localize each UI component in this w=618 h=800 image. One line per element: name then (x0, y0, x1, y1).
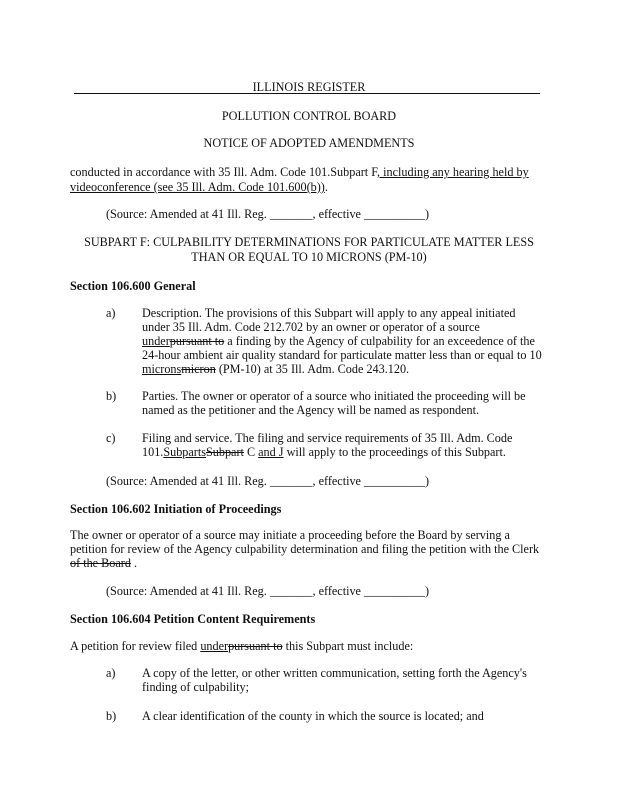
section-600-heading: Section 106.600 General (70, 279, 196, 293)
item-a-line-4: 24-hour ambient air quality standard for particulate matter less than or equal to 10 (142, 348, 542, 362)
section-602-line-1: The owner or operator of a source may initiate a proceeding before the Board by serving a (70, 528, 510, 542)
item-a-line-2: under 35 Ill. Adm. Code 212.702 by an owner or operator of a source (142, 320, 480, 334)
register-title: ILLINOIS REGISTER (252, 80, 366, 94)
section-604-heading: Section 106.604 Petition Content Requirements (70, 612, 316, 626)
section-602-line-2: petition for review of the Agency culpability determination and filing the petition with the Clerk (70, 542, 540, 556)
item-b-label: b) (106, 389, 117, 403)
item-a-line-3: underpursuant to a finding by the Agency of culpability for an exceedence of the (142, 334, 535, 348)
item-b-line-2: named as the petitioner and the Agency will be named as respondent. (142, 403, 480, 417)
intro-line-2: videoconference (see 35 Ill. Adm. Code 101.600(b)). (70, 180, 328, 194)
item-a-line-1: Description. The provisions of this Subpart will apply to any appeal initiated (142, 306, 516, 320)
item-604b-label: b) (106, 709, 117, 723)
item-604b-line-1: A clear identification of the county in which the source is located; and (142, 709, 484, 723)
item-604a-line-2: finding of culpability; (142, 680, 249, 694)
item-a-line-5: micronsmicron (PM-10) at 35 Ill. Adm. Code 243.120. (142, 362, 410, 376)
subpart-heading-line-1: SUBPART F: CULPABILITY DETERMINATIONS FOR PARTICULATE MATTER LESS (84, 235, 534, 249)
source-note-602: (Source: Amended at 41 Ill. Reg. _______, effective __________) (106, 584, 430, 598)
section-604-intro: A petition for review filed underpursuant to this Subpart must include: (70, 639, 414, 653)
subpart-heading-line-2: THAN OR EQUAL TO 10 MICRONS (PM-10) (191, 250, 427, 264)
section-602-line-3: of the Board . (70, 556, 138, 570)
source-note-1: (Source: Amended at 41 Ill. Reg. _______, effective __________) (106, 207, 430, 221)
item-c-line-2: 101.SubpartsSubpart C and J will apply to the proceedings of this Subpart. (142, 445, 506, 459)
item-a-label: a) (106, 306, 116, 320)
intro-line-1: conducted in accordance with 35 Ill. Adm. Code 101.Subpart F, including any hearing held by (70, 165, 529, 179)
item-604a-label: a) (106, 666, 116, 680)
item-604a-line-1: A copy of the letter, or other written communication, setting forth the Agency's (142, 666, 527, 680)
section-602-heading: Section 106.602 Initiation of Proceedings (70, 502, 282, 516)
item-b-line-1: Parties. The owner or operator of a source who initiated the proceeding will be (142, 389, 526, 403)
notice-title: NOTICE OF ADOPTED AMENDMENTS (203, 136, 415, 150)
item-c-line-1: Filing and service. The filing and service requirements of 35 Ill. Adm. Code (142, 431, 513, 445)
source-note-600: (Source: Amended at 41 Ill. Reg. _______, effective __________) (106, 474, 430, 488)
agency-title: POLLUTION CONTROL BOARD (221, 109, 397, 123)
item-c-label: c) (106, 431, 116, 445)
